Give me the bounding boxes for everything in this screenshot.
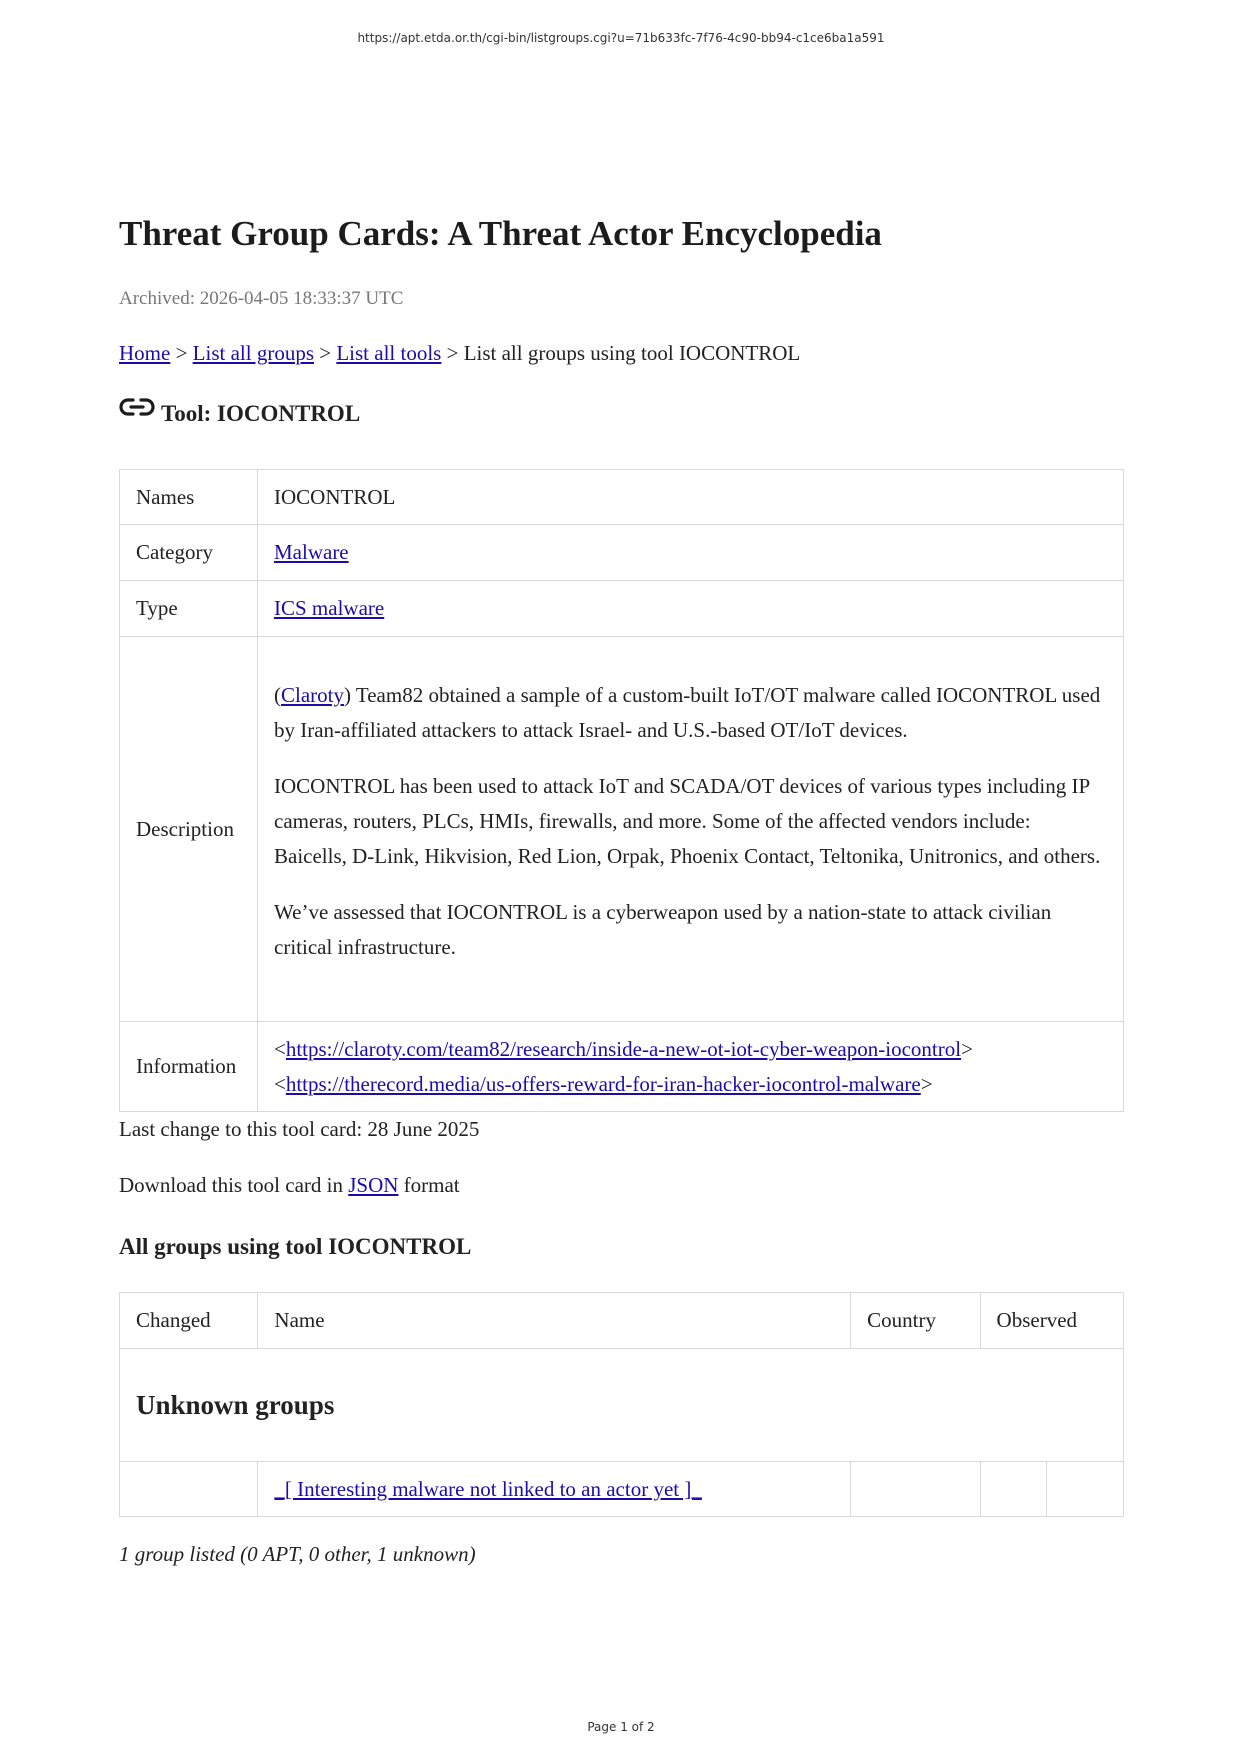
breadcrumb-current: List all groups using tool IOCONTROL <box>463 341 801 365</box>
observed-cell <box>980 1462 1046 1517</box>
info-link-line <box>274 1032 1107 1067</box>
claroty-link[interactable]: Claroty <box>281 682 344 707</box>
angle-open: < <box>274 1036 286 1061</box>
breadcrumb <box>119 339 800 367</box>
type-label: Type <box>120 581 258 637</box>
tool-info-table <box>119 469 1124 1112</box>
breadcrumb-separator: > <box>175 341 188 365</box>
claroty-research-link[interactable]: https://claroty.com/team82/research/inside-a-new-ot-iot-cyber-weapon-iocontrol <box>285 1036 962 1061</box>
description-paragraph: We’ve assessed that IOCONTROL is a cyberweapon used by a nation-state to attack civilian critical infrastructure. <box>274 899 1052 959</box>
groups-header-row <box>120 1293 1124 1349</box>
angle-close: > <box>920 1071 933 1096</box>
breadcrumb-tools-link[interactable]: List all tools <box>336 341 442 365</box>
breadcrumb-separator: > <box>446 341 459 365</box>
table-row <box>120 525 1124 581</box>
archived-timestamp: Archived: 2026-04-05 18:33:37 UTC <box>119 288 404 309</box>
names-label: Names <box>120 470 258 525</box>
table-row <box>120 637 1124 1022</box>
section-title: Unknown groups <box>136 1389 335 1420</box>
tool-heading-text: Tool: IOCONTROL <box>161 401 361 426</box>
column-header-country: Country <box>851 1293 980 1349</box>
section-row <box>120 1349 1124 1462</box>
angle-open: < <box>274 1071 286 1096</box>
type-cell <box>258 581 1124 637</box>
table-row <box>120 470 1124 525</box>
info-link-line <box>274 1067 1107 1102</box>
names-value: IOCONTROL <box>258 470 1124 525</box>
column-header-changed: Changed <box>120 1293 258 1349</box>
groups-summary: 1 group listed (0 APT, 0 other, 1 unknown) <box>119 1542 476 1566</box>
page-title: Threat Group Cards: A Threat Actor Encyclopedia <box>119 214 882 253</box>
description-paragraph: IOCONTROL has been used to attack IoT and SCADA/OT devices of various types including IP cameras, routers, PLCs, HMIs, firewalls, and more. Some of the affected vendors include: Baicells, D-Link, Hikvision, Red Lion, Orpak, Phoenix Contact, Teltonika, Unitronics, and others. <box>274 773 1101 868</box>
category-cell <box>258 525 1124 581</box>
breadcrumb-separator: > <box>319 341 332 365</box>
table-row <box>120 581 1124 637</box>
groups-heading: All groups using tool IOCONTROL <box>119 1234 472 1259</box>
groups-table <box>119 1292 1124 1517</box>
last-change-text: Last change to this tool card: 28 June 2025 <box>119 1117 480 1141</box>
link-icon <box>119 395 155 421</box>
description-text: ) Team82 obtained a sample of a custom-built IoT/OT malware called IOCONTROL used by Iran-affiliated attackers to attack Israel- and U.S.-based OT/IoT devices. <box>274 682 1101 742</box>
information-label: Information <box>120 1022 258 1112</box>
name-cell <box>258 1462 851 1517</box>
column-header-name: Name <box>258 1293 851 1349</box>
section-cell <box>120 1349 1124 1462</box>
observed-cell-extra <box>1046 1462 1123 1517</box>
description-label: Description <box>120 637 258 1022</box>
tool-heading <box>119 398 360 430</box>
breadcrumb-groups-link[interactable]: List all groups <box>192 341 314 365</box>
table-row <box>120 1022 1124 1112</box>
column-header-observed: Observed <box>980 1293 1123 1349</box>
page-number: Page 1 of 2 <box>587 1720 655 1734</box>
information-cell <box>258 1022 1124 1112</box>
json-download-link[interactable]: JSON <box>348 1173 399 1197</box>
group-link[interactable]: _[ Interesting malware not linked to an actor yet ]_ <box>274 1476 702 1501</box>
changed-cell <box>120 1462 258 1517</box>
breadcrumb-home-link[interactable]: Home <box>119 341 171 365</box>
angle-close: > <box>961 1036 973 1061</box>
download-suffix: format <box>398 1173 460 1197</box>
print-header-url: https://apt.etda.or.th/cgi-bin/listgroups.cgi?u=71b633fc-7f76-4c90-bb94-c1ce6ba1a591 <box>357 31 885 45</box>
therecord-link[interactable]: https://therecord.media/us-offers-reward-for-iran-hacker-iocontrol-malware <box>285 1071 921 1096</box>
table-row <box>120 1462 1124 1517</box>
download-prefix: Download this tool card in <box>119 1173 349 1197</box>
description-cell <box>258 637 1124 1022</box>
category-label: Category <box>120 525 258 581</box>
type-link[interactable]: ICS malware <box>274 596 385 620</box>
download-line <box>119 1171 460 1199</box>
category-link[interactable]: Malware <box>274 540 349 564</box>
description-paragraph <box>274 678 1107 748</box>
paren-open: ( <box>274 682 281 707</box>
country-cell <box>851 1462 980 1517</box>
